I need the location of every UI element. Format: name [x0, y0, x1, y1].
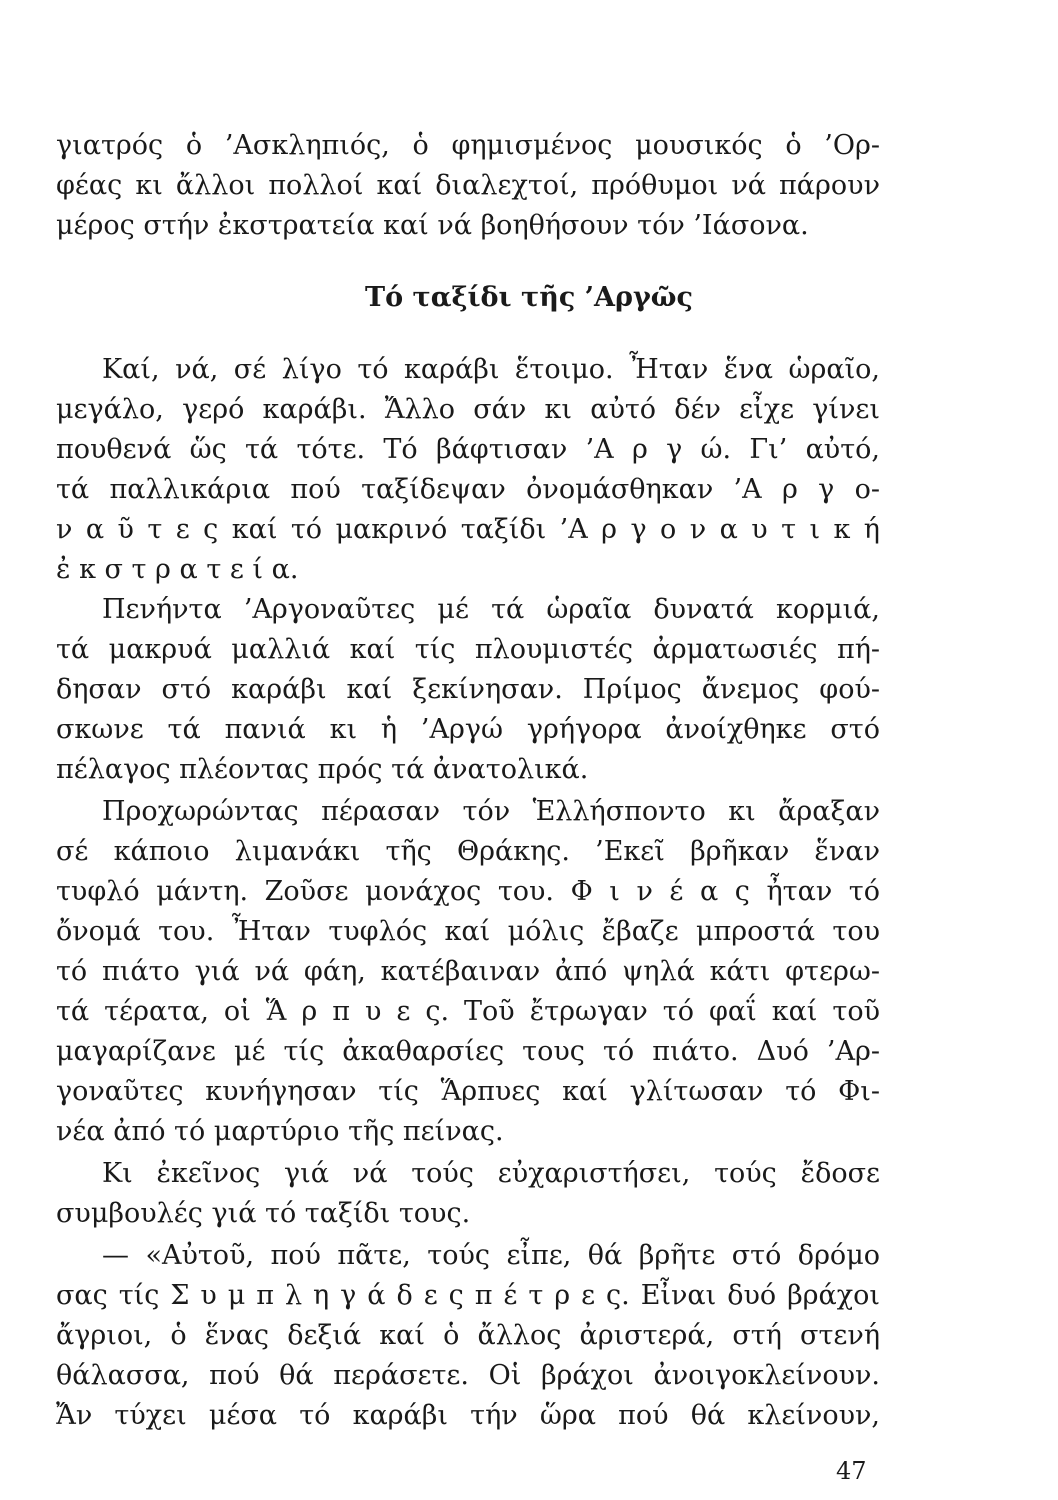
text-line: μεγάλο, γερό καράβι. Ἄλλο σάν κι αὐτό δέν εἶχε γίνει	[56, 394, 880, 425]
page-number: 47	[836, 1457, 867, 1485]
text-line: δησαν στό καράβι καί ξεκίνησαν. Πρίμος ἄνεμος φού-	[56, 674, 880, 705]
text-line: μαγαρίζανε μέ τίς ἀκαθαρσίες τους τό πιάτο. Δυό ’Αρ-	[56, 1036, 880, 1067]
text-line: γιατρός ὁ ’Ασκληπιός, ὁ φημισμένος μουσικός ὁ ’Ορ-	[56, 130, 880, 161]
text-line: Κι ἐκεῖνος γιά νά τούς εὐχαριστήσει, τούς ἔδοσε	[102, 1158, 880, 1189]
text-line: τυφλό μάντη. Ζοῦσε μονάχος του. Φ ι ν έ α ς ἦταν τό	[56, 876, 880, 907]
text-line: ν α ῦ τ ε ς καί τό μακρινό ταξίδι ’Α ρ γ ο ν α υ τ ι κ ή	[56, 514, 880, 545]
text-line: πέλαγος πλέοντας πρός τά ἀνατολικά.	[56, 754, 589, 785]
text-line: σας τίς Σ υ μ π λ η γ ά δ ε ς π έ τ ρ ε ς. Εἶναι δυό βράχοι	[56, 1280, 880, 1311]
text-line: νέα ἀπό τό μαρτύριο τῆς πείνας.	[56, 1116, 504, 1147]
text-line: Πενήντα ’Αργοναῦτες μέ τά ὡραῖα δυνατά κορμιά,	[102, 594, 880, 625]
text-line: φέας κι ἄλλοι πολλοί καί διαλεχτοί, πρόθυμοι νά πάρουν	[56, 170, 880, 201]
text-line: τά μακρυά μαλλιά καί τίς πλουμιστές ἀρματωσιές πή-	[56, 634, 880, 665]
section-heading: Τό ταξίδι τῆς ’Αργῶς	[365, 282, 693, 313]
text-line: συμβουλές γιά τό ταξίδι τους.	[56, 1198, 471, 1229]
text-line: τά τέρατα, οἱ Ἅ ρ π υ ε ς. Τοῦ ἔτρωγαν τό φαΐ καί τοῦ	[56, 996, 880, 1027]
text-line: θάλασσα, πού θά περάσετε. Οἱ βράχοι ἀνοιγοκλείνουν.	[56, 1360, 880, 1391]
text-line: ὄνομά του. Ἦταν τυφλός καί μόλις ἔβαζε μπροστά του	[56, 916, 880, 947]
text-line: τά παλλικάρια πού ταξίδεψαν ὀνομάσθηκαν ’Α ρ γ ο-	[56, 474, 880, 505]
text-line: ἄγριοι, ὁ ἕνας δεξιά καί ὁ ἄλλος ἀριστερά, στή στενή	[56, 1320, 880, 1351]
text-line: πουθενά ὥς τά τότε. Τό βάφτισαν ’Α ρ γ ώ. Γι’ αὐτό,	[56, 434, 880, 465]
text-line: Καί, νά, σέ λίγο τό καράβι ἕτοιμο. Ἦταν ἕνα ὡραῖο,	[102, 354, 880, 385]
text-line: — «Αὐτοῦ, πού πᾶτε, τούς εἶπε, θά βρῆτε στό δρόμο	[102, 1240, 880, 1271]
text-line: σέ κάποιο λιμανάκι τῆς Θράκης. ’Εκεῖ βρῆκαν ἕναν	[56, 836, 880, 867]
text-line: τό πιάτο γιά νά φάη, κατέβαιναν ἀπό ψηλά κάτι φτερω-	[56, 956, 880, 987]
text-line: γοναῦτες κυνήγησαν τίς Ἅρπυες καί γλίτωσαν τό Φι-	[56, 1076, 880, 1107]
text-line: μέρος στήν ἐκστρατεία καί νά βοηθήσουν τόν ’Ιάσονα.	[56, 210, 809, 241]
text-line: σκωνε τά πανιά κι ἡ ’Αργώ γρήγορα ἀνοίχθηκε στό	[56, 714, 880, 745]
text-line: ἐ κ σ τ ρ α τ ε ί α.	[56, 554, 299, 585]
text-line: Ἄν τύχει μέσα τό καράβι τήν ὥρα πού θά κλείνουν,	[56, 1400, 880, 1431]
text-line: Προχωρώντας πέρασαν τόν Ἑλλήσποντο κι ἄραξαν	[102, 796, 880, 827]
